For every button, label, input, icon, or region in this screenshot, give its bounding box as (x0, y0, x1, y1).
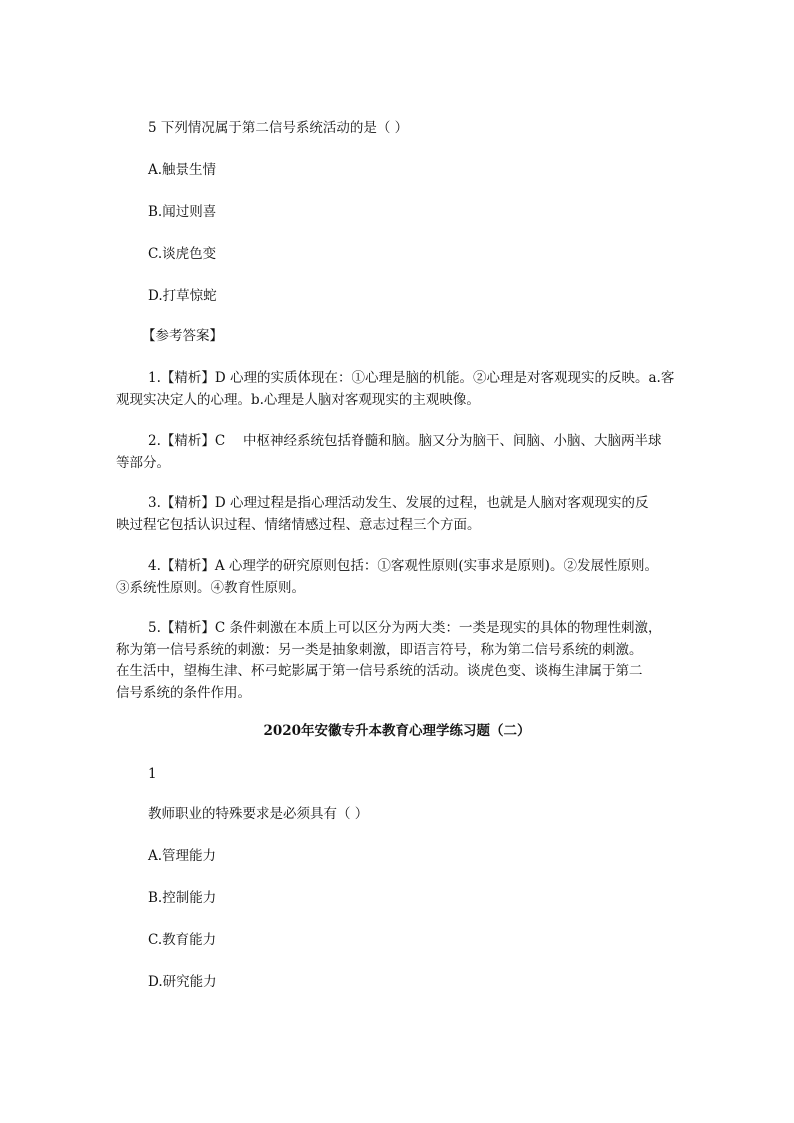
answer-5-line-4: 信号系统的条件作用。 (116, 684, 251, 701)
answer-3-line-2: 映过程它包括认识过程、情绪情感过程、意志过程三个方面。 (116, 516, 481, 533)
section-title: 2020年安徽专升本教育心理学练习题（二） (263, 723, 531, 739)
option-c-2: C.教育能力 (148, 932, 217, 948)
option-d-2: D.研究能力 (148, 974, 217, 990)
option-c: C.谈虎色变 (148, 246, 217, 262)
answer-4 (116, 556, 658, 599)
option-b-2: B.控制能力 (148, 890, 217, 906)
answer-5-line-2: 称为第一信号系统的刺激：另一类是抽象刺激，即语言符号，称为第二信号系统的刺激。 (116, 641, 643, 658)
answer-5-line-1: 5.【精析】C 条件刺激在本质上可以区分为两大类：一类是现实的具体的物理性刺激， (148, 620, 662, 636)
answer-3 (116, 493, 649, 536)
option-a: A.触景生情 (148, 162, 217, 178)
question-stem-2: 教师职业的特殊要求是必须具有（ ） (148, 806, 369, 822)
answer-1-line-2: 观现实决定人的心理。b.心理是人脑对客观现实的主观映像。 (116, 391, 480, 408)
answer-2 (116, 431, 662, 474)
option-a-2: A.管理能力 (148, 848, 217, 864)
answer-4-line-2: ③系统性原则。④教育性原则。 (116, 579, 305, 596)
answer-1-line-1: 1.【精析】D 心理的实质体现在：①心理是脑的机能。②心理是对客观现实的反映。a.客 (148, 370, 675, 386)
answer-2-line-1: 2.【精析】C 中枢神经系统包括脊髓和脑。脑又分为脑干、间脑、小脑、大脑两半球 (148, 433, 662, 449)
answer-4-line-1: 4.【精析】A 心理学的研究原则包括：①客观性原则(实事求是原则)。②发展性原则。 (148, 558, 658, 574)
answer-3-line-1: 3.【精析】D 心理过程是指心理活动发生、发展的过程，也就是人脑对客观现实的反 (148, 495, 649, 511)
answer-2-line-2: 等部分。 (116, 454, 170, 471)
option-d: D.打草惊蛇 (148, 288, 217, 304)
question-stem: 5 下列情况属于第二信号系统活动的是（ ） (148, 120, 409, 136)
answers-heading: 【参考答案】 (142, 328, 223, 344)
question-number: 1 (148, 766, 157, 782)
answer-5 (116, 618, 662, 704)
answer-5-line-3: 在生活中，望梅生津、杯弓蛇影属于第一信号系统的活动。谈虎色变、谈梅生津属于第二 (116, 663, 643, 679)
answer-1 (116, 368, 674, 411)
option-b: B.闻过则喜 (148, 204, 217, 220)
